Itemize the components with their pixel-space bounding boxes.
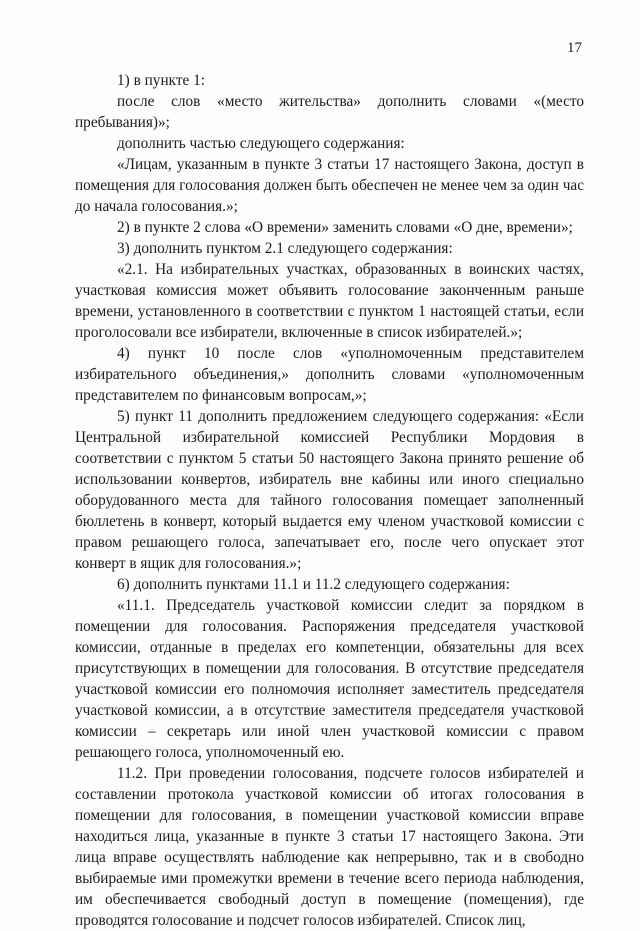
paragraph-item-3: 3) дополнить пунктом 2.1 следующего содержания: — [117, 240, 453, 257]
paragraph-quote-2-1: «2.1. На избирательных участках, образованных в воинских частях, участковая комиссия может объявить голосование законченным раньше времени, установленного в соответствии с пунктом 1 настоящей статьи, если проголосовали все избиратели, включенные в список избирателей.»; — [75, 261, 584, 341]
paragraph-item-4: 4) пункт 10 после слов «уполномоченным представителем избирательного объединения,» дополнить словами «уполномоченным представителем по финансовым вопросам,»; — [75, 345, 584, 404]
paragraph-item-2: 2) в пункте 2 слова «О времени» заменить словами «О дне, времени»; — [117, 219, 573, 236]
paragraph-add-part: дополнить частью следующего содержания: — [117, 135, 405, 152]
page-number: 17 — [567, 40, 582, 56]
paragraph-quote-11-1: «11.1. Председатель участковой комиссии следит за порядком в помещении для голосования. Распоряжения председателя участковой комиссии, отданные в пределах его компетенции, обязательны для всех присутствующих в помещении для голосования. В отсутствие председателя участковой комиссии его полномочия исполняет заместитель председателя участковой комиссии, а в отсутствие заместителя председателя участковой комиссии – секретарь или иной член участковой комиссии с правом решающего голоса, уполномоченный ею. — [75, 597, 584, 761]
document-body — [75, 70, 584, 931]
paragraph-11-2: 11.2. При проведении голосования, подсчете голосов избирателей и составлении протокола участковой комиссии об итогах голосования в помещении для голосования, в помещении участковой комиссии вправе находиться лица, указанные в пункте 3 статьи 17 настоящего Закона. Эти лица вправе осуществлять наблюдение как непрерывно, так и в свободно выбираемые ими промежутки времени в течение всего периода наблюдения, им обеспечивается свободный доступ в помещение (помещения), где проводятся голосование и подсчет голосов избирателей. Список лиц, — [75, 765, 584, 929]
paragraph-quote-access: «Лицам, указанным в пункте 3 статьи 17 настоящего Закона, доступ в помещения для голосования должен быть обеспечен не менее чем за один час до начала голосования.»; — [75, 156, 584, 215]
paragraph-replace-words: после слов «место жительства» дополнить словами «(место пребывания)»; — [75, 93, 584, 131]
paragraph-item-6: 6) дополнить пунктами 11.1 и 11.2 следующего содержания: — [117, 576, 510, 593]
paragraph-item-1: 1) в пункте 1: — [117, 72, 206, 89]
paragraph-item-5: 5) пункт 11 дополнить предложением следующего содержания: «Если Центральной избирательной комиссией Республики Мордовия в соответствии с пунктом 5 статьи 50 настоящего Закона принято решение об использовании конвертов, избиратель вне кабины или иного специально оборудованного места для тайного голосования помещает заполненный бюллетень в конверт, который выдается ему членом участковой комиссии с правом решающего голоса, запечатывает его, после чего опускает этот конверт в ящик для голосования.»; — [75, 408, 584, 572]
